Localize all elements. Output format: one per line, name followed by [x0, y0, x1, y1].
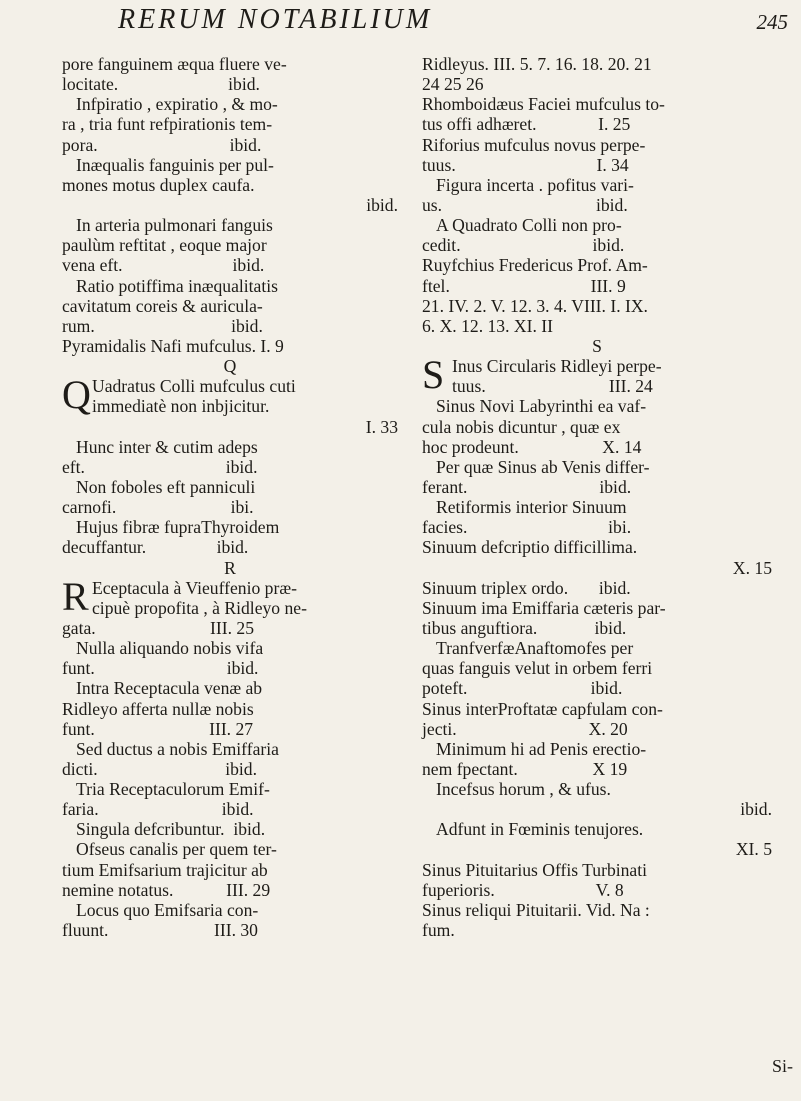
index-line: cipuè propofita , à Ridleyo ne- [92, 597, 307, 618]
index-line: Infpiratio , expiratio , & mo- [76, 94, 278, 115]
index-line: cedit. ibid. [422, 235, 625, 256]
index-line: tus offi adhæret. I. 25 [422, 114, 631, 135]
index-line: X. 15 [732, 557, 772, 578]
drop-cap: R [62, 573, 89, 619]
index-line: fum. [422, 920, 455, 941]
index-line: 21. IV. 2. V. 12. 3. 4. VIII. I. IX. [422, 295, 648, 316]
index-line: In arteria pulmonari fanguis [76, 215, 273, 236]
section-letter: Q [223, 356, 237, 377]
index-line: quas fanguis velut in orbem ferri [422, 658, 653, 679]
index-line: Ruyfchius Fredericus Prof. Am- [422, 255, 648, 276]
index-line: Sinus interProftatæ capfulam con- [422, 698, 663, 719]
index-line: ftel. III. 9 [422, 275, 626, 296]
index-line: jecti. X. 20 [422, 718, 628, 739]
index-line: Figura incerta . pofitus vari- [436, 174, 634, 195]
index-line: Sinuum defcriptio difficillima. [422, 537, 638, 558]
index-line: fluunt. III. 30 [62, 920, 258, 941]
index-line: ibid. [740, 799, 772, 820]
index-line: Hujus fibræ fupraThyroidem [76, 517, 280, 538]
index-line: XI. 5 [735, 839, 772, 860]
index-line: Sed ductus a nobis Emiffaria [76, 738, 279, 759]
index-line: mones motus duplex caufa. [62, 174, 255, 195]
index-line: funt. III. 27 [62, 718, 254, 739]
index-line: I. 33 [365, 416, 398, 437]
index-line: Ridleyus. III. 5. 7. 16. 18. 20. 21 [422, 54, 652, 74]
running-header [118, 4, 788, 44]
index-line: fuperioris. V. 8 [422, 879, 624, 900]
index-line: Locus quo Emifsaria con- [76, 899, 259, 920]
index-line: cavitatum coreis & auricula- [62, 295, 263, 316]
index-line: immediatè non inbjicitur. [92, 396, 270, 417]
index-line: cula nobis dicuntur , quæ ex [422, 416, 621, 437]
index-line: S Inus Circularis Ridleyi perpe- [422, 352, 662, 398]
index-line: Pyramidalis Nafi mufculus. I. 9 [62, 335, 284, 356]
section-letter: R [224, 557, 236, 578]
index-line: Sinus Pituitarius Offis Turbinati [422, 859, 648, 880]
index-line: Q Uadratus Colli mufculus cuti [62, 372, 296, 418]
right-column [422, 54, 772, 940]
index-line: funt. ibid. [62, 658, 259, 679]
index-line: facies. ibi. [422, 517, 632, 538]
index-line: Intra Receptacula venæ ab [76, 678, 263, 699]
index-line: hoc prodeunt. X. 14 [422, 436, 642, 457]
index-line: Rhomboidæus Faciei mufculus to- [422, 94, 665, 115]
index-line: Incefsus horum , & ufus. [436, 779, 611, 800]
index-line: Non foboles eft panniculi [76, 476, 256, 497]
index-line: eft. ibid. [62, 456, 258, 477]
index-line: ra , tria funt refpirationis tem- [62, 114, 273, 135]
page-number: 245 [756, 10, 788, 34]
index-line: Ridleyo afferta nullæ nobis [62, 698, 254, 719]
index-line: Sinus reliqui Pituitarii. Vid. Na : [422, 899, 650, 920]
index-line: carnofi. ibi. [62, 497, 254, 518]
index-line: vena eft. ibid. [62, 255, 265, 276]
index-line: pora. ibid. [62, 134, 262, 155]
index-line: tuus. III. 24 [452, 376, 653, 397]
index-line: gata. III. 25 [62, 617, 255, 638]
drop-cap: Q [62, 372, 91, 418]
index-line: rum. ibid. [62, 315, 263, 336]
index-line: ibid. [366, 194, 398, 215]
page-title: RERUM NOTABILIUM [118, 4, 433, 35]
index-line: Riforius mufculus novus perpe- [422, 134, 646, 155]
index-line: tuus. I. 34 [422, 154, 629, 175]
index-line: A Quadrato Colli non pro- [436, 215, 622, 236]
index-line: Nulla aliquando nobis vifa [76, 638, 264, 659]
index-line: 6. X. 12. 13. XI. II [422, 315, 553, 336]
index-line: dicti. ibid. [62, 758, 257, 779]
index-line: poteft. ibid. [422, 678, 623, 699]
index-line: Singula defcribuntur. ibid. [76, 819, 266, 840]
index-line: Minimum hi ad Penis erectio- [436, 738, 647, 759]
index-line: Hunc inter & cutim adeps [76, 436, 258, 457]
index-line: nemine notatus. III. 29 [62, 879, 271, 900]
index-line: paulùm reftitat , eoque major [62, 235, 267, 256]
index-line: Sinuum triplex ordo. ibid. [422, 577, 631, 598]
index-line: Per quæ Sinus ab Venis differ- [436, 456, 650, 477]
index-line: pore fanguinem æqua fluere ve- [62, 54, 287, 74]
section-letter: S [592, 335, 602, 356]
index-line: TranfverfæAnaftomofes per [436, 638, 634, 659]
index-line: tium Emifsarium trajicitur ab [62, 859, 268, 880]
index-line: Sinuum ima Emiffaria cæteris par- [422, 597, 666, 618]
index-line: Sinus Novi Labyrinthi ea vaf- [436, 396, 647, 417]
index-line: faria. ibid. [62, 799, 254, 820]
index-line: Adfunt in Fœminis tenujores. [436, 819, 644, 840]
index-line: Tria Receptaculorum Emif- [76, 779, 270, 800]
index-line: locitate. ibid. [62, 74, 260, 95]
left-column [62, 54, 398, 940]
index-line: R Eceptacula à Vieuffenio præ- [62, 573, 297, 619]
index-line: decuffantur. ibid. [62, 537, 249, 558]
index-line: 24 25 26 [422, 74, 484, 95]
index-line: Inæqualis fanguinis per pul- [76, 154, 274, 175]
index-line: Ratio potiffima inæqualitatis [76, 275, 278, 296]
catchword: Si- [771, 1056, 793, 1076]
index-line: nem fpectant. X 19 [422, 758, 628, 779]
index-line: tibus anguftiora. ibid. [422, 617, 627, 638]
drop-cap: S [422, 352, 445, 398]
index-line: Ofseus canalis per quem ter- [76, 839, 277, 860]
index-line: Retiformis interior Sinuum [436, 497, 627, 518]
index-line: us. ibid. [422, 194, 628, 215]
index-line: ferant. ibid. [422, 476, 632, 497]
